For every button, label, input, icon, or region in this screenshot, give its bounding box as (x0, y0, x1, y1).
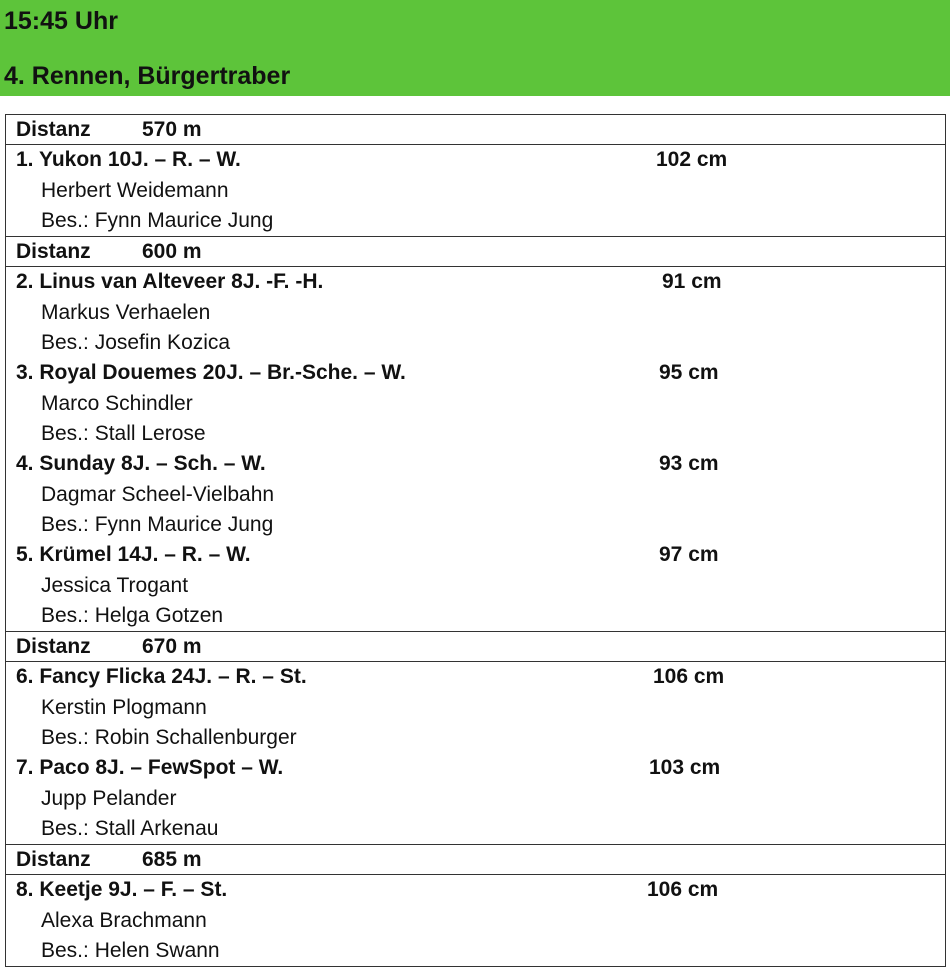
entry-group (6, 145, 945, 237)
horse-height: 106 cm (653, 665, 725, 688)
rider-name: Marco Schindler (41, 392, 193, 415)
entry-group (6, 875, 945, 966)
rider-name: Kerstin Plogmann (41, 696, 207, 719)
distance-row (6, 845, 945, 875)
entry-group (6, 662, 945, 845)
entry-row (6, 540, 945, 631)
race-header (0, 0, 950, 96)
rider-name: Jupp Pelander (41, 787, 177, 810)
horse-line: 1. Yukon 10J. – R. – W. (16, 148, 241, 171)
horse-height: 102 cm (656, 148, 728, 171)
distance-value: 570 m (142, 118, 202, 141)
owner-name: Bes.: Fynn Maurice Jung (41, 209, 274, 232)
distance-label: Distanz (16, 635, 91, 658)
horse-height: 106 cm (647, 878, 719, 901)
horse-height: 95 cm (659, 361, 719, 384)
horse-line: 7. Paco 8J. – FewSpot – W. (16, 756, 284, 779)
owner-name: Bes.: Helga Gotzen (41, 604, 224, 627)
horse-height: 97 cm (659, 543, 719, 566)
entry-group (6, 267, 945, 632)
distance-label: Distanz (16, 118, 91, 141)
horse-line: 2. Linus van Alteveer 8J. -F. -H. (16, 270, 324, 293)
race-time: 15:45 Uhr (4, 7, 118, 35)
horse-line: 3. Royal Douemes 20J. – Br.-Sche. – W. (16, 361, 406, 384)
rider-name: Markus Verhaelen (41, 301, 211, 324)
entry-row (6, 267, 945, 358)
horse-line: 4. Sunday 8J. – Sch. – W. (16, 452, 266, 475)
owner-name: Bes.: Robin Schallenburger (41, 726, 297, 749)
distance-row (6, 115, 945, 145)
owner-name: Bes.: Stall Arkenau (41, 817, 219, 840)
rider-name: Herbert Weidemann (41, 179, 229, 202)
distance-value: 670 m (142, 635, 202, 658)
race-title: 4. Rennen, Bürgertraber (4, 62, 291, 90)
distance-row (6, 632, 945, 662)
starter-table (5, 114, 946, 967)
horse-height: 93 cm (659, 452, 719, 475)
entry-row (6, 875, 945, 966)
entry-row (6, 753, 945, 844)
owner-name: Bes.: Helen Swann (41, 939, 220, 962)
owner-name: Bes.: Stall Lerose (41, 422, 206, 445)
distance-value: 685 m (142, 848, 202, 871)
entry-row (6, 358, 945, 449)
entry-row (6, 145, 945, 236)
distance-label: Distanz (16, 848, 91, 871)
horse-line: 8. Keetje 9J. – F. – St. (16, 878, 228, 901)
rider-name: Jessica Trogant (41, 574, 189, 597)
horse-height: 91 cm (662, 270, 722, 293)
owner-name: Bes.: Fynn Maurice Jung (41, 513, 274, 536)
rider-name: Dagmar Scheel-Vielbahn (41, 483, 275, 506)
owner-name: Bes.: Josefin Kozica (41, 331, 231, 354)
horse-line: 5. Krümel 14J. – R. – W. (16, 543, 251, 566)
horse-line: 6. Fancy Flicka 24J. – R. – St. (16, 665, 307, 688)
rider-name: Alexa Brachmann (41, 909, 207, 932)
horse-height: 103 cm (649, 756, 721, 779)
distance-value: 600 m (142, 240, 202, 263)
entry-row (6, 449, 945, 540)
distance-row (6, 237, 945, 267)
entry-row (6, 662, 945, 753)
distance-label: Distanz (16, 240, 91, 263)
